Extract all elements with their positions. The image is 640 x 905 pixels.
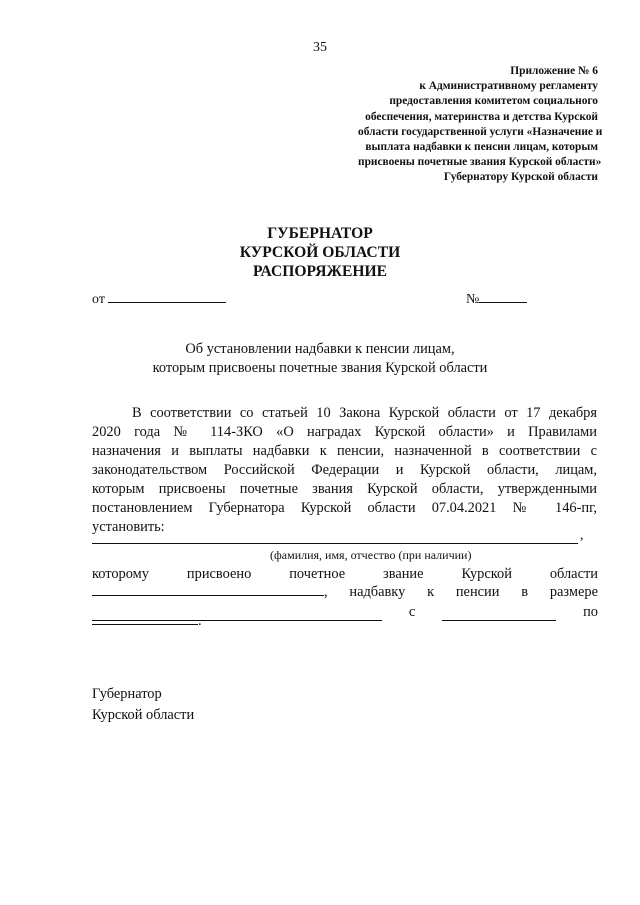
- title-row: [92, 566, 598, 583]
- fio-caption: (фамилия, имя, отчество (при наличии): [270, 548, 472, 562]
- body-line: 2020 года № 114-ЗКО «О наградах Курской области» и Правилами: [92, 424, 597, 440]
- date-label: от: [92, 292, 105, 307]
- amount-row: [92, 584, 598, 601]
- appendix-line: области государственной услуги «Назначение и: [358, 125, 603, 138]
- appendix-line: Приложение № 6: [510, 65, 598, 77]
- signature-region: Курской области: [92, 707, 195, 723]
- date-blank[interactable]: [108, 302, 226, 303]
- row-comma: ,: [324, 584, 328, 600]
- appendix-block: [358, 64, 603, 186]
- row-word: размере: [549, 584, 598, 600]
- start-date-blank[interactable]: [442, 620, 556, 621]
- title-name-blank[interactable]: [92, 595, 324, 596]
- row-word: звание: [383, 566, 424, 582]
- row-word: Курской: [461, 566, 512, 582]
- end-date-blank[interactable]: [92, 624, 198, 625]
- to-label: по: [583, 604, 598, 620]
- number-field: [466, 292, 527, 308]
- body-line: которым присвоены почетные звания Курской области, утвержденными: [92, 481, 597, 497]
- body-line: В соответствии со статьей 10 Закона Курской области от 17 декабря: [132, 405, 597, 421]
- header-governor: ГУБЕРНАТОР: [267, 225, 373, 242]
- from-label: с: [408, 604, 416, 620]
- body-line: законодательством Российской Федерации и Курской области, лицам,: [92, 462, 597, 478]
- appendix-line: предоставления комитетом социального: [389, 95, 598, 108]
- appendix-line: присвоены почетные звания Курской области»: [358, 156, 602, 169]
- appendix-line: к Административному регламенту: [419, 80, 598, 93]
- number-label: №: [466, 292, 480, 307]
- header-doc-type: РАСПОРЯЖЕНИЕ: [252, 263, 388, 280]
- document-subject: [0, 340, 640, 377]
- body-paragraph: [92, 404, 597, 537]
- appendix-line: выплата надбавки к пенсии лицам, которым: [365, 141, 598, 154]
- header-region: КУРСКОЙ ОБЛАСТИ: [239, 244, 401, 261]
- number-blank[interactable]: [479, 302, 527, 303]
- subject-line: которым присвоены почетные звания Курской области: [152, 359, 488, 376]
- row-period: .: [198, 613, 202, 629]
- subject-line: Об установлении надбавки к пенсии лицам,: [185, 341, 455, 357]
- appendix-line: Губернатору Курской области: [443, 171, 598, 184]
- row-word: области: [549, 566, 598, 582]
- body-line: постановлением Губернатора Курской области 07.04.2021 № 146-пг,: [92, 500, 597, 516]
- row-word: которому: [92, 566, 149, 582]
- fio-comma: ,: [580, 528, 584, 543]
- row-word: в: [521, 584, 529, 600]
- fio-blank[interactable]: [92, 531, 578, 544]
- document-header: [0, 224, 640, 281]
- row-word: надбавку: [349, 584, 406, 600]
- row-word: почетное: [289, 566, 346, 582]
- signature-block: [92, 684, 194, 726]
- row-word: пенсии: [455, 584, 500, 600]
- appendix-line: обеспечения, материнства и детства Курской: [365, 110, 598, 123]
- signature-title: Губернатор: [92, 686, 162, 702]
- title-name-group: [92, 584, 328, 601]
- end-date-row: [92, 613, 202, 630]
- body-line: установить:: [92, 519, 165, 535]
- date-field: [92, 292, 226, 308]
- row-word: к: [427, 584, 435, 600]
- page-number: 35: [313, 40, 327, 55]
- row-word: присвоено: [186, 566, 252, 582]
- body-line: назначения и выплаты надбавки к пенсии, назначенной в соответствии с: [92, 443, 597, 459]
